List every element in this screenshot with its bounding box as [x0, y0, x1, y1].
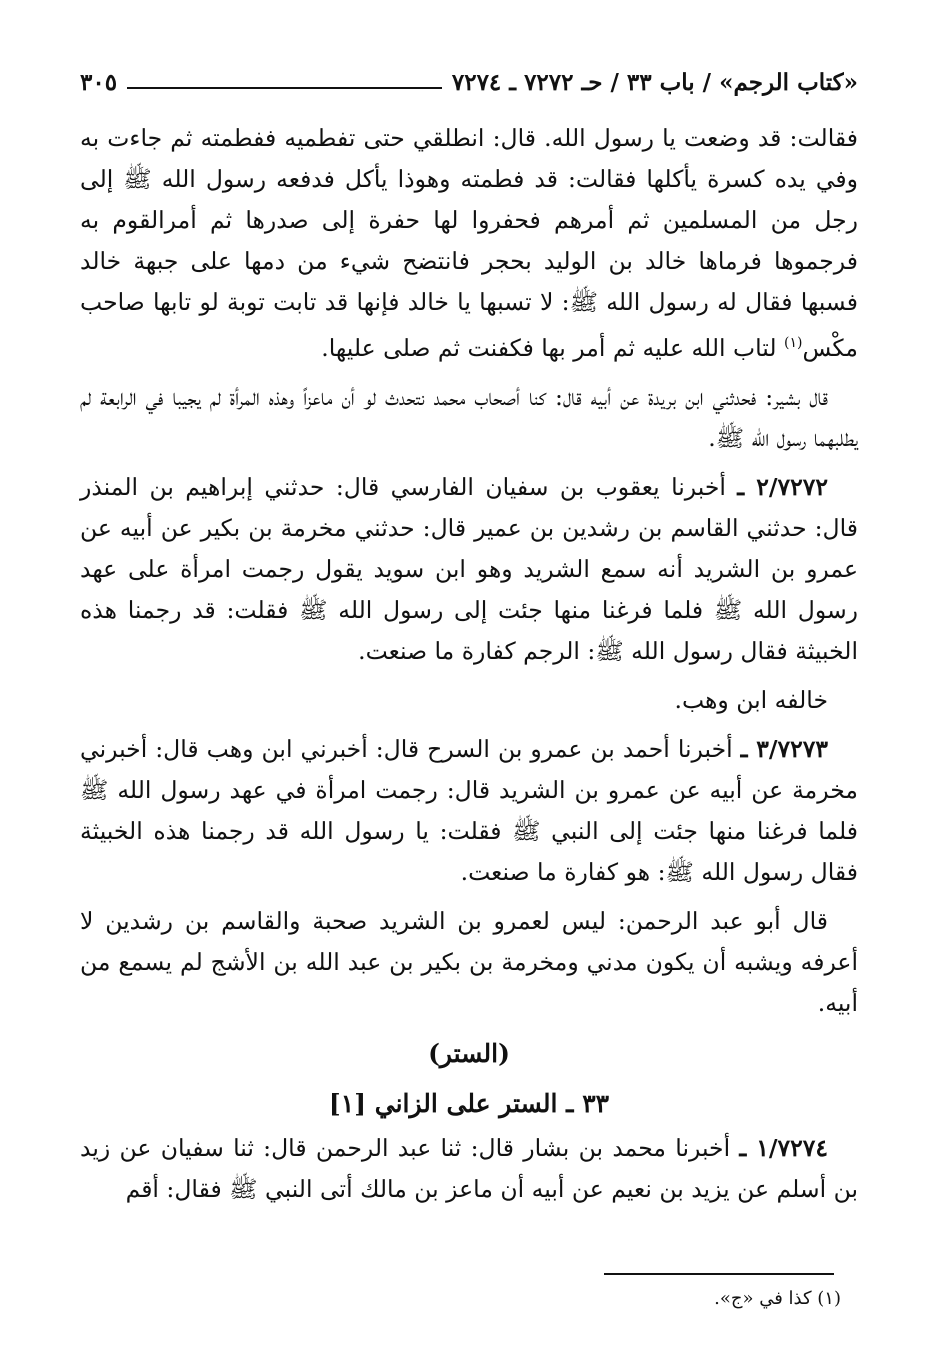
hadith-paragraph [80, 467, 858, 672]
paragraph-text: أخبرنا محمد بن بشار قال: ثنا عبد الرحمن قال: ثنا سفيان عن زيد بن أسلم عن يزيد بن نعيم عن أبيه أن ماعز بن مالك أتى النبي ﷺ فقال: أقم [80, 1133, 858, 1203]
hadith-paragraph [80, 1128, 858, 1210]
footnote-rule [604, 1273, 834, 1275]
footnote: (١) كذا في «ج». [714, 1288, 841, 1309]
paragraph-text-continued: لتاب الله عليه ثم أمر بها فكفنت ثم صلى عليها. [321, 333, 784, 362]
running-header [80, 62, 858, 102]
paragraph-text: قال بشير: فحدثني ابن بريدة عن أبيه قال: كنا أصحاب محمد نتحدث لو أن ماعزاً وهذه المرأة لم يجيبا في الرابعة لم يطلبهما رسول الله ﷺ. [80, 382, 858, 452]
paragraph-text: خالفه ابن وهب. [674, 685, 828, 714]
hadith-number: ١/٧٢٧٤ ـ [739, 1133, 828, 1162]
paragraph-text: أخبرنا يعقوب بن سفيان الفارسي قال: حدثني إبراهيم بن المنذر قال: حدثني القاسم بن رشدين بن عمير قال: حدثني مخرمة بن بكير عن أبيه عن عمرو بن الشريد أنه سمع الشريد وهو ابن سويد يقول رجمت امرأة على عهد رسول الله ﷺ فلما فرغنا منها جئت إلى رسول الله ﷺ فقلت: قد رجمنا هذه الخبيثة فقال رسول الله ﷺ: الرجم كفارة ما صنعت. [80, 472, 858, 665]
paragraph-text: فقالت: قد وضعت يا رسول الله. قال: انطلقي حتى تفطميه ففطمته ثم جاءت به وفي يده كسرة يأكلها فقالت: قد فطمته وهوذا يأكل فدفعه رسول الله ﷺ إلى رجل من المسلمين ثم أمرهم فحفروا لها حفرة إلى صدرها ثم أمرالقوم به فرجموها فرماها خالد بن الوليد بحجر فانتضح شيء من دمها على جبهة خالد فسبها فقال له رسول الله ﷺ: لا تسبها يا خالد فإنها قد تابت توبة لو تابها صاحب مكْس [80, 124, 858, 362]
hadith-number: ٣/٧٢٧٣ ـ [740, 734, 828, 763]
chapter-title: ٣٣ ـ الستر على الزاني [١] [328, 1088, 610, 1118]
page-number: ٣٠٥ [80, 68, 118, 96]
main-text [80, 118, 858, 1218]
paragraph [80, 118, 858, 369]
paragraph [80, 377, 858, 459]
hadith-paragraph [80, 729, 858, 893]
section-title: (الستر) [428, 1038, 510, 1068]
header-title: «كتاب الرجم» / باب ٣٣ / حـ ٧٢٧٢ ـ ٧٢٧٤ [451, 68, 858, 96]
paragraph [80, 680, 858, 721]
header-rule [127, 87, 442, 89]
paragraph-text: قال أبو عبد الرحمن: ليس لعمرو بن الشريد صحبة والقاسم بن رشدين لا أعرفه ويشبه أن يكون مدني ومخرمة بن بكير بن عبد الله بن الأشج لم يسمع من أبيه. [80, 906, 858, 1017]
paragraph [80, 901, 858, 1024]
hadith-number: ٢/٧٢٧٢ ـ [737, 472, 828, 501]
paragraph-text: أخبرنا أحمد بن عمرو بن السرح قال: أخبرني ابن وهب قال: أخبرني مخرمة عن أبيه عن عمرو بن الشريد قال: رجمت امرأة في عهد رسول الله ﷺ فلما فرغنا منها جئت إلى النبي ﷺ فقلت: يا رسول الله قد رجمنا هذه الخبيثة فقال رسول الله ﷺ: هو كفارة ما صنعت. [80, 734, 858, 886]
footnote-ref: (١) [784, 335, 803, 351]
